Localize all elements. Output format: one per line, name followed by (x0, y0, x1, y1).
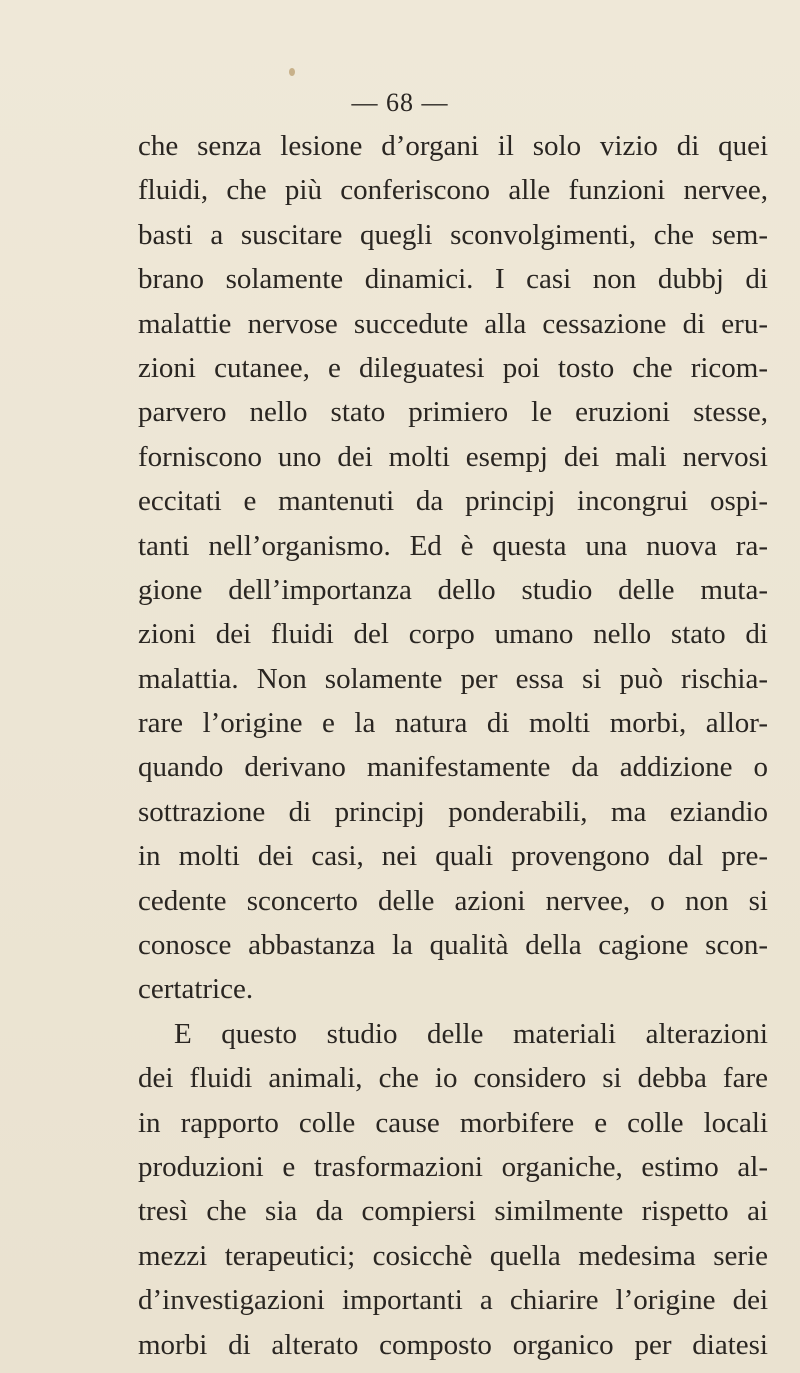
text-line: forniscono uno dei molti esempj dei mali nervosi (138, 440, 768, 473)
text-line: conosce abbastanza la qualità della cagione scon- (138, 929, 768, 962)
text-line: dei fluidi animali, che io considero si debba fare (138, 1062, 768, 1095)
text-line: mezzi terapeutici; cosicchè quella medesima serie (138, 1239, 768, 1272)
paper-speck (289, 68, 295, 76)
text-line: zioni dei fluidi del corpo umano nello stato di (138, 618, 768, 651)
text-line: malattia. Non solamente per essa si può rischia- (138, 662, 768, 695)
text-line-paragraph-start: E questo studio delle materiali alterazioni (174, 1017, 768, 1050)
text-line-paragraph-end: certatrice. (138, 973, 254, 1006)
text-line: tresì che sia da compiersi similmente rispetto ai (138, 1195, 768, 1228)
text-line: d’investigazioni importanti a chiarire l’origine dei (138, 1284, 768, 1317)
text-line: in molti dei casi, nei quali provengono dal pre- (138, 840, 768, 873)
text-line: quando derivano manifestamente da addizione o (138, 751, 768, 784)
text-line: parvero nello stato primiero le eruzioni stesse, (138, 396, 768, 429)
text-line: tanti nell’organismo. Ed è questa una nuova ra- (138, 529, 768, 562)
body-text (138, 124, 768, 1367)
text-line: gione dell’importanza dello studio delle muta- (138, 573, 768, 606)
text-line: basti a suscitare quegli sconvolgimenti, che sem- (138, 218, 768, 251)
text-line: eccitati e mantenuti da principj incongrui ospi- (138, 485, 768, 518)
text-line: cedente sconcerto delle azioni nervee, o non si (138, 884, 768, 917)
text-line: sottrazione di principj ponderabili, ma eziandio (138, 795, 768, 828)
text-line: fluidi, che più conferiscono alle funzioni nervee, (138, 174, 768, 207)
text-line: rare l’origine e la natura di molti morbi, allor- (138, 707, 768, 740)
text-line: in rapporto colle cause morbifere e colle locali (138, 1106, 768, 1139)
text-line: produzioni e trasformazioni organiche, estimo al- (138, 1150, 768, 1183)
text-line: zioni cutanee, e dileguatesi poi tosto che ricom- (138, 351, 768, 384)
text-line: morbi di alterato composto organico per diatesi (138, 1328, 768, 1361)
text-line: brano solamente dinamici. I casi non dubbj di (138, 263, 768, 296)
page-number: — 68 — (351, 88, 449, 117)
text-line: malattie nervose succedute alla cessazione di eru- (138, 307, 768, 340)
text-line: che senza lesione d’organi il solo vizio di quei (138, 130, 768, 162)
